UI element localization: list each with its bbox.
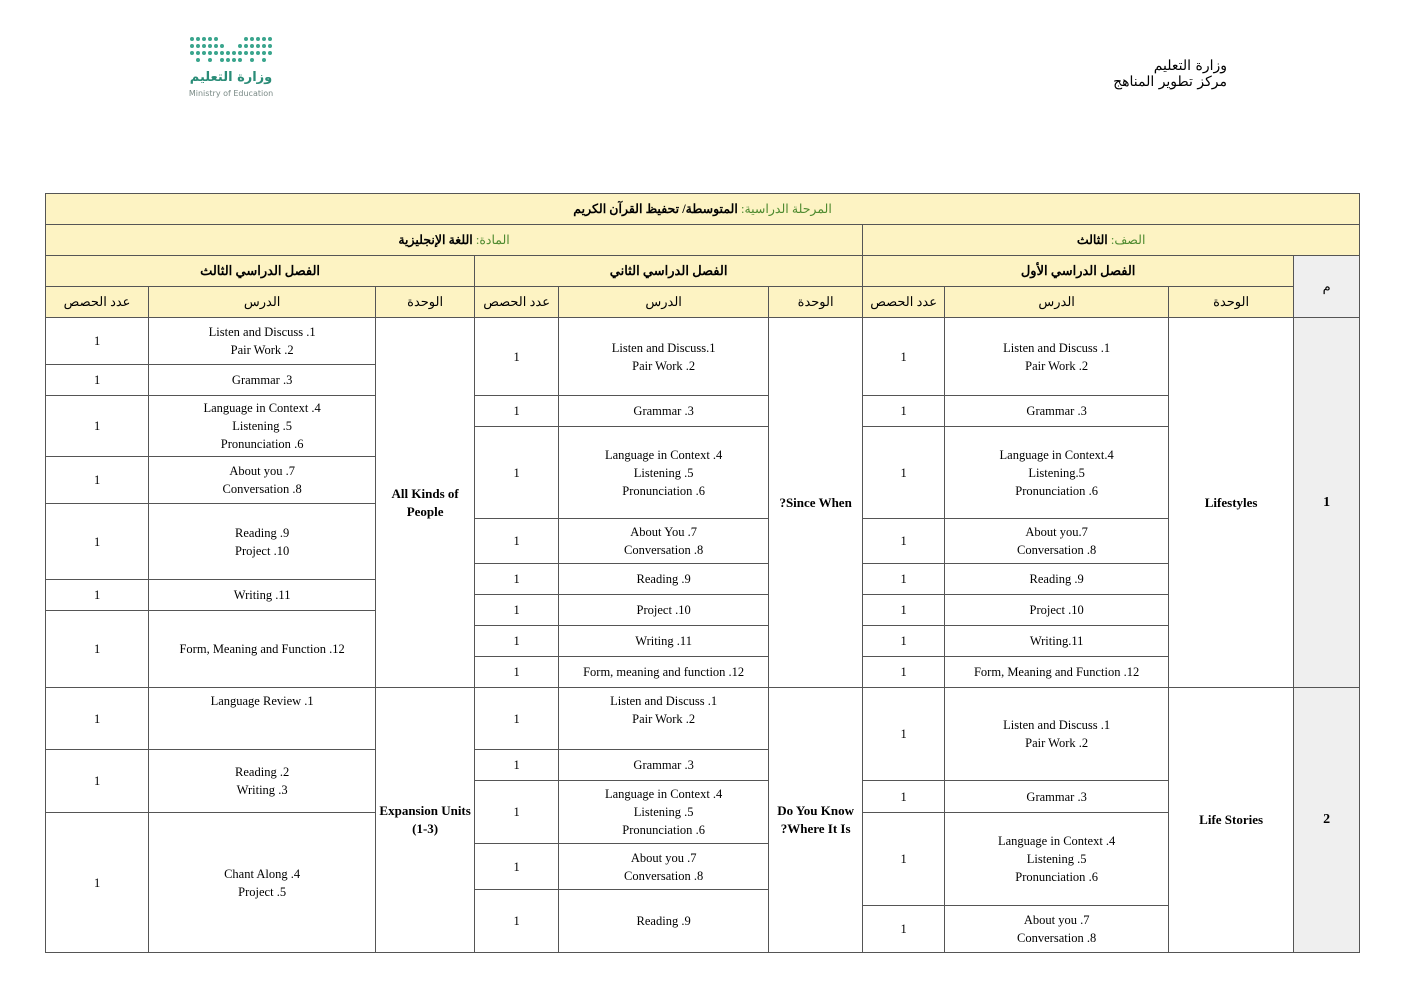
s2-unit-cell: Since When? (769, 318, 863, 688)
subject-cell (46, 225, 863, 256)
s3-count-cell: 1 (46, 580, 149, 611)
lesson-line: 2. Pair Work (1025, 736, 1089, 750)
s3-lesson-header: الدرس (149, 287, 376, 318)
lesson-line: 2. Pair Work (632, 358, 696, 373)
lesson-line: 1. Listen and Discuss (1003, 718, 1111, 732)
s2-lesson-cell (559, 750, 769, 781)
column-header-row (46, 287, 1360, 318)
stage-row (46, 194, 1360, 225)
lesson-line: 4.Language in Context (999, 447, 1114, 462)
s3-unit-header: الوحدة (376, 287, 475, 318)
s2-count-cell: 1 (475, 626, 559, 657)
s1-lesson-cell (945, 906, 1169, 953)
lesson-line: 4. Chant Along (224, 866, 301, 881)
s1-unit-header: الوحدة (1169, 287, 1294, 318)
s3-count-cell: 1 (46, 813, 149, 953)
lesson-line: 4. Language in Context (604, 787, 723, 801)
center-name: مركز تطوير المناهج (1113, 74, 1227, 90)
s3-lesson-cell (149, 580, 376, 611)
lesson-line: 9. Reading (1029, 572, 1084, 586)
s2-unit-header: الوحدة (769, 287, 863, 318)
s2-count-cell: 1 (475, 844, 559, 890)
table-row (46, 396, 1360, 411)
lesson-line: 6. Pronunciation (622, 483, 705, 498)
s1-count-cell: 1 (863, 688, 945, 781)
grade-subject-row (46, 225, 1360, 256)
lesson-line: 1.Listen and Discuss (611, 340, 716, 355)
stage-cell (46, 194, 1360, 225)
lesson-line: 8. Conversation (1017, 931, 1097, 945)
lesson-line: 6. Pronunciation (1015, 870, 1098, 884)
s2-lesson-cell (559, 564, 769, 595)
lesson-line: 1. Listen and Discuss (1003, 340, 1111, 355)
lesson-line: 2. Pair Work (632, 712, 696, 726)
grade-label: الصف: (1110, 233, 1146, 247)
s2-count-cell: 1 (475, 318, 559, 396)
s2-lesson-cell (559, 890, 769, 953)
s3-unit-cell: Expansion Units (1-3) (376, 688, 475, 953)
s1-count-cell: 1 (863, 427, 945, 519)
lesson-line: 6. Pronunciation (622, 823, 705, 837)
s3-lesson-cell (149, 504, 376, 580)
lesson-line: 11. Writing (635, 634, 692, 648)
s3-lesson-cell (149, 611, 376, 688)
s1-count-cell: 1 (863, 906, 945, 953)
lesson-line: 6. Pronunciation (220, 437, 304, 451)
lesson-line: 7. About you (630, 850, 697, 865)
group-number: 1 (1294, 318, 1360, 688)
plan-body (46, 318, 1360, 953)
table-row (46, 688, 1360, 704)
lesson-line: 7.About you (1025, 525, 1088, 539)
s2-lesson-cell (559, 396, 769, 427)
s1-lesson-cell (945, 781, 1169, 813)
lesson-line: 1. Listen and Discuss (208, 325, 316, 339)
table-row (46, 318, 1360, 334)
lesson-line: 9. Reading (636, 572, 691, 586)
lesson-line: 5. Project (238, 884, 287, 899)
lesson-line: 2. Reading (235, 765, 290, 779)
s2-count-cell: 1 (475, 396, 559, 427)
ministry-name: وزارة التعليم (1153, 58, 1227, 74)
s2-lesson-cell (559, 688, 769, 750)
s3-lesson-cell (149, 688, 376, 750)
s1-count-cell: 1 (863, 519, 945, 564)
curriculum-plan-table (45, 193, 1360, 953)
s2-lesson-cell (559, 595, 769, 626)
stage-value: المتوسطة/ تحفيظ القرآن الكريم (573, 202, 738, 216)
s3-count-cell: 1 (46, 318, 149, 365)
lesson-line: 11.Writing (1029, 634, 1084, 648)
s3-count-cell: 1 (46, 688, 149, 750)
s3-count-cell: 1 (46, 750, 149, 813)
lesson-line: 8. Conversation (222, 482, 302, 496)
s2-unit-cell: Do You Know Where It Is? (769, 688, 863, 953)
lesson-line: 10. Project (1029, 603, 1084, 617)
lesson-line: 7. About you (1023, 913, 1090, 927)
lesson-line: 7. About you (229, 464, 295, 478)
s1-count-cell: 1 (863, 595, 945, 626)
s1-lesson-cell (945, 427, 1169, 519)
semester-row (46, 256, 1360, 287)
lesson-line: 5. Listening (633, 465, 694, 480)
s1-count-cell: 1 (863, 626, 945, 657)
lesson-line: 10. Project (636, 603, 691, 617)
s2-count-cell: 1 (475, 688, 559, 750)
s2-lesson-cell (559, 427, 769, 519)
lesson-line: 2. Pair Work (230, 343, 294, 357)
s1-count-cell: 1 (863, 657, 945, 688)
s1-lesson-cell (945, 595, 1169, 626)
s3-lesson-cell (149, 318, 376, 365)
s1-count-cell: 1 (863, 813, 945, 906)
logo-arabic-text: وزارة التعليم (189, 70, 273, 85)
semester-2-header: الفصل الدراسي الثاني (475, 256, 863, 287)
s2-lesson-cell (559, 781, 769, 844)
lesson-line: 4. Language in Context (203, 401, 321, 415)
col-m-header: م (1294, 256, 1360, 318)
group-number: 2 (1294, 688, 1360, 953)
s1-lesson-cell (945, 657, 1169, 688)
lesson-line: 3. Grammar (231, 373, 293, 387)
lesson-line: 3. Grammar (1026, 789, 1087, 804)
lesson-line: 4. Language in Context (997, 834, 1116, 848)
lesson-line: 8. Conversation (1017, 543, 1097, 557)
s2-count-header: عدد الحصص (475, 287, 559, 318)
s1-lesson-cell (945, 318, 1169, 396)
grade-cell (863, 225, 1360, 256)
lesson-line: 4. Language in Context (604, 447, 723, 462)
s1-unit-cell: Lifestyles (1169, 318, 1294, 688)
lesson-line: 3. Writing (236, 783, 288, 797)
lesson-line: 5. Listening (1026, 852, 1087, 866)
s2-count-cell: 1 (475, 564, 559, 595)
s1-count-cell: 1 (863, 781, 945, 813)
s1-lesson-cell (945, 519, 1169, 564)
s2-lesson-cell (559, 318, 769, 396)
s1-count-cell: 1 (863, 564, 945, 595)
lesson-line: 5. Listening (232, 419, 292, 433)
lesson-line: 8. Conversation (624, 868, 704, 883)
s2-lesson-cell (559, 626, 769, 657)
s2-count-cell: 1 (475, 427, 559, 519)
s1-lesson-cell (945, 564, 1169, 595)
s3-unit-cell: All Kinds of People (376, 318, 475, 688)
s2-lesson-cell (559, 657, 769, 688)
lesson-line: 10. Project (235, 543, 290, 558)
s3-count-header: عدد الحصص (46, 287, 149, 318)
s3-count-cell: 1 (46, 396, 149, 457)
s2-count-cell: 1 (475, 750, 559, 781)
s3-lesson-cell (149, 813, 376, 953)
lesson-line: 8. Conversation (624, 543, 704, 557)
s1-count-header: عدد الحصص (863, 287, 945, 318)
s1-lesson-cell (945, 813, 1169, 906)
subject-label: المادة: (475, 233, 510, 247)
lesson-line: 3. Grammar (1026, 404, 1087, 418)
s2-count-cell: 1 (475, 657, 559, 688)
lesson-line: 12. Form, Meaning and Function (973, 665, 1140, 679)
lesson-line: 11. Writing (233, 588, 291, 602)
s3-count-cell: 1 (46, 365, 149, 396)
s3-count-cell: 1 (46, 611, 149, 688)
s1-lesson-cell (945, 688, 1169, 781)
lesson-line: 7. About You (630, 525, 697, 539)
s3-count-cell: 1 (46, 457, 149, 504)
stage-label: المرحلة الدراسية: (740, 202, 832, 216)
lesson-line: 3. Grammar (633, 404, 694, 418)
subject-value: اللغة الإنجليزية (398, 233, 473, 247)
s1-lesson-header: الدرس (945, 287, 1169, 318)
s2-lesson-cell (559, 519, 769, 564)
grade-value: الثالث (1076, 233, 1108, 247)
ministry-logo (186, 34, 276, 102)
s1-lesson-cell (945, 626, 1169, 657)
s2-lesson-header: الدرس (559, 287, 769, 318)
lesson-line: 6. Pronunciation (1015, 483, 1098, 498)
lesson-line: 12. Form, Meaning and Function (179, 642, 345, 656)
logo-dots-icon (186, 34, 276, 68)
lesson-line: 5.Listening (1028, 465, 1085, 480)
s3-count-cell: 1 (46, 504, 149, 580)
s1-unit-cell: Life Stories (1169, 688, 1294, 953)
s2-count-cell: 1 (475, 595, 559, 626)
s1-count-cell: 1 (863, 318, 945, 396)
semester-3-header: الفصل الدراسي الثالث (46, 256, 475, 287)
lesson-line: 5. Listening (633, 805, 694, 819)
logo-english-text: Ministry of Education (188, 89, 274, 98)
lesson-line: 1. Listen and Discuss (610, 694, 718, 708)
s2-lesson-cell (559, 844, 769, 890)
lesson-line: 9. Reading (636, 914, 691, 928)
s1-count-cell: 1 (863, 396, 945, 427)
semester-1-header: الفصل الدراسي الأول (863, 256, 1294, 287)
s3-lesson-cell (149, 457, 376, 504)
s3-lesson-cell (149, 396, 376, 457)
s3-lesson-cell (149, 750, 376, 813)
s2-count-cell: 1 (475, 890, 559, 953)
lesson-line: 12. Form, meaning and function (583, 665, 745, 679)
lesson-line: 3. Grammar (633, 758, 694, 772)
lesson-line: 9. Reading (235, 525, 290, 540)
s2-count-cell: 1 (475, 519, 559, 564)
s3-lesson-cell (149, 365, 376, 396)
lesson-line: 2. Pair Work (1025, 358, 1089, 373)
lesson-line: 1. Language Review (210, 694, 314, 708)
s1-lesson-cell (945, 396, 1169, 427)
organization-header (1113, 58, 1227, 90)
s2-count-cell: 1 (475, 781, 559, 844)
